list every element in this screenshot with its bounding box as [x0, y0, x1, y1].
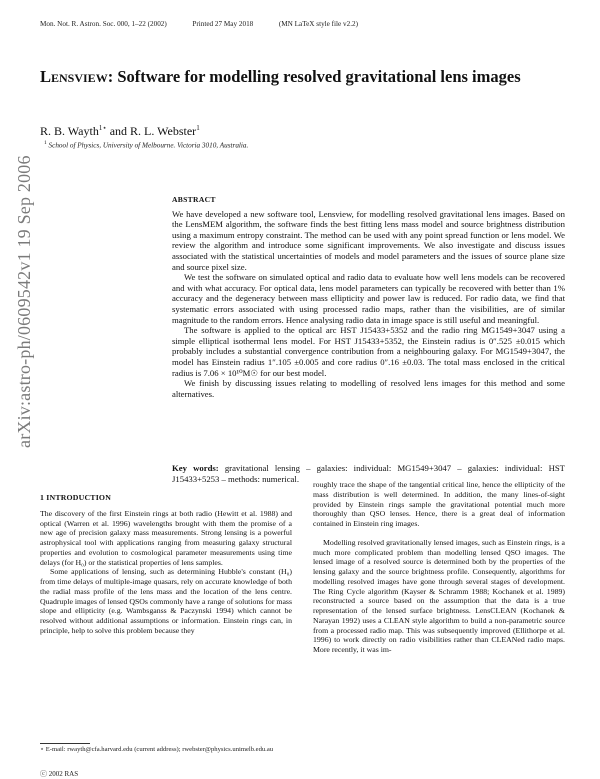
- abstract-paragraph: We finish by discussing issues relating to modelling of resolved lens images for this method and some alternatives.: [172, 378, 565, 399]
- journal-citation: Mon. Not. R. Astron. Soc. 000, 1–22 (2002): [40, 20, 167, 28]
- running-header: [40, 20, 560, 28]
- author-list: [40, 124, 200, 139]
- print-date: Printed 27 May 2018: [192, 20, 254, 28]
- abstract: [172, 195, 565, 399]
- author-name: R. B. Wayth: [40, 124, 99, 138]
- author-conjunction: and: [106, 124, 131, 138]
- style-file: (MN LaTeX style file v2.2): [278, 20, 358, 28]
- footnote: ⋆ E-mail: rwayth@cfa.harvard.edu (current address); rwebster@physics.unimelb.edu.au: [40, 746, 274, 753]
- body-paragraph: roughly trace the shape of the tangential critical line, hence the ellipticity of the mass distribution is well determined. In addition, the many lines-of-sight provided by Einstein rings sample the gravitational potential much more thoroughly than QSO lenses. Hence, there is a great deal of information contained in Einstein ring images.: [313, 480, 565, 528]
- keywords-label: Key words:: [172, 463, 219, 473]
- right-column: [313, 480, 565, 655]
- section-heading: 1 INTRODUCTION: [40, 493, 112, 502]
- abstract-paragraph: The software is applied to the optical arc HST J15433+5352 and the radio ring MG1549+3047 using a simple elliptical isothermal lens model. For HST J15433+5352, the Einstein radius is 0″.525 ±0.015 which probably includes a substantial convergence contribution from a neighbouring galaxy. For MG1549+3047, the model has Einstein radius 1″.105 ±0.005 and core radius 0″.16 ±0.03. The total mass enclosed in the critical radius is 7.06 × 10¹⁰M☉ for our best model.: [172, 325, 565, 378]
- author-mark: 1: [196, 124, 200, 132]
- affiliation: [44, 140, 248, 149]
- copyright-notice: ⓒ 2002 RAS: [40, 770, 79, 778]
- left-column: [40, 493, 292, 636]
- title-text: : Software for modelling resolved gravitational lens images: [107, 67, 521, 86]
- keywords-text: gravitational lensing – galaxies: individual: MG1549+3047 – galaxies: individual: HST J15433+5253 – methods: numerical.: [172, 463, 565, 484]
- body-paragraph: Some applications of lensing, such as determining Hubble's constant (H₀) from time delays of multiple-image quasars, rely on accurate knowledge of both the radial mass profile of the lens mass and the location of the lens centre. Quadruple images of lensed QSOs commonly have a range of solutions for mass slope and ellipticity (e.g. Wambsganss & Paczynski 1994) which cannot be resolved without additional assumptions or information. Einstein rings can, in principle, help to solve this problem because they: [40, 567, 292, 635]
- abstract-paragraph: We test the software on simulated optical and radio data to evaluate how well lens models can be recovered and with what accuracy. For optical data, lens model parameters can typically be recovered with better than 1% accuracy and the degeneracy between mass ellipticity and power law is reduced. For radio data, we find that systematic errors associated with using processed radio maps, rather than the visibilities, are of similar magnitude to the random errors. Hence analysing radio data in image space is still useful and meaningful.: [172, 272, 565, 325]
- paper-title: [40, 66, 540, 87]
- arxiv-stamp: arXiv:astro-ph/0609542v1 19 Sep 2006: [14, 155, 34, 448]
- footnote-rule: [40, 743, 90, 744]
- abstract-heading: ABSTRACT: [172, 195, 216, 204]
- title-software-name: Lensview: [40, 67, 108, 86]
- body-paragraph: The discovery of the first Einstein rings at both radio (Hewitt et al. 1988) and optical (Warren et al. 1996) wavelengths brought with them the promise of a new age of precision galaxy mass measurements. Strong lensing is a powerful astrophysical tool with applications ranging from measuring galaxy structural properties and evolution to cosmological parameter measurements using time delays (for H₀) or the statistical properties of lens samples.: [40, 508, 292, 567]
- body-paragraph: Modelling resolved gravitationally lensed images, such as Einstein rings, is a much more complicated problem than modelling lensed QSO images. The lensed image of a resolved source is determined both by the properties of the lensing galaxy and the source brightness profile. Consequently, algorithms for modelling resolved images have gone through several stages of development. The Ring Cycle algorithm (Kayser & Schramm 1988; Kochanek et al. 1989) reconstructed a source based on the assumption that the data is a true representation of the lensed surface brightness. LensCLEAN (Kochanek & Narayan 1992) uses a CLEAN style algorithm to build a non-parametric source from a processed radio map. This was subsequently improved (Ellithorpe et al. 1996) to work directly on radio visibilities rather than CLEANed radio maps. More recently, it was im-: [313, 537, 565, 654]
- affiliation-text: School of Physics, University of Melbourne. Victoria 3010, Australia.: [46, 141, 249, 150]
- author-name: R. L. Webster: [130, 124, 197, 138]
- affiliation-mark: 1: [44, 140, 47, 146]
- author-mark: 1⋆: [98, 124, 107, 132]
- abstract-paragraph: We have developed a new software tool, Lensview, for modelling resolved gravitational lens images. Based on the LensMEM algorithm, the software finds the best fitting lens mass model and source brightness distribution using a maximum entropy constraint. The method can be used with any point spread function or lens model. We review the algorithm and introduce some significant improvements. We also investigate and discuss issues associated with the statistical uncertainties of models and model parameters and the issues of source plane size and source pixel size.: [172, 208, 565, 272]
